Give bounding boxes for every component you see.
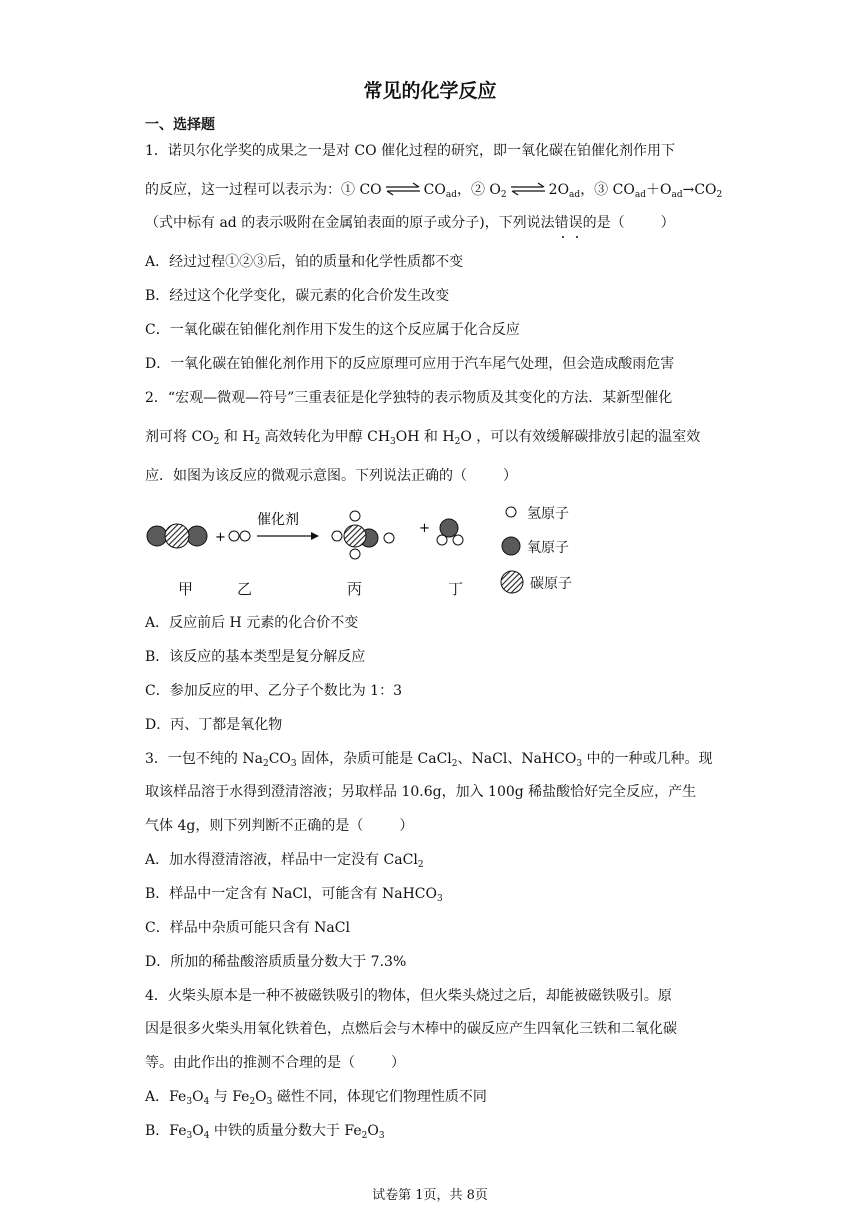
reversible-arrow-icon [509,182,547,196]
emphasis-char: 误 [568,215,583,231]
q4-option-b: B．$Fe_3O_4$ 中铁的质量分数大于 $Fe_2O_3$ [145,1123,385,1141]
legend-oxygen-label: 氧原子 [527,540,569,556]
q4-stem-line3: 等。由此作出的推测不合理的是（ ） [145,1055,405,1071]
legend-carbon-label: 碳原子 [530,576,572,592]
q1-stem-line2: 的反应，这一过程可以表示为：① CO $CO_{ad}$，② $O_2$ $2O_{ad}$，③ $CO_{ad}+O_{ad}\to CO_2$ [145,182,723,200]
q1-option-b: B．经过这个化学变化，碳元素的化合价发生改变 [145,288,450,304]
page-title: 常见的化学反应 [363,80,497,102]
label-yi: 乙 [237,580,253,598]
q2-stem-line1: 2．“宏观—微观—符号”三重表征是化学独特的表示物质及其变化的方法．某新型催化 [145,390,673,406]
label-ding: 丁 [448,580,464,598]
page-footer: 试卷第 1页，共 8页 [372,1188,488,1203]
q1-option-d: D．一氧化碳在铂催化剂作用下的反应原理可应用于汽车尾气处理，但会造成酸雨危害 [145,356,675,372]
label-bing: 丙 [347,580,363,598]
water-molecule [437,519,463,545]
q3-option-a: A．加水得澄清溶液，样品中一定没有 CaCl$_2$ [145,852,424,870]
q2-stem-line3: 应．如图为该反应的微观示意图。下列说法正确的（ ） [145,468,517,484]
q1-option-c: C．一氧化碳在铂催化剂作用下发生的这个反应属于化合反应 [145,322,520,338]
q2-option-d: D．丙、丁都是氧化物 [145,717,283,733]
reaction-diagram [145,500,585,605]
q3-option-d: D．所加的稀盐酸溶质质量分数大于 7.3% [145,954,407,970]
arrow-head-icon [311,532,319,540]
q2-option-c: C．参加反应的甲、乙分子个数比为 1：3 [145,683,402,699]
plus-sign: + [215,530,226,545]
legend-hydrogen-icon [506,507,516,517]
legend-oxygen-icon [502,537,520,555]
q1-stem-line3: （式中标有 ad 的表示吸附在金属铂表面的原子或分子)，下列说法错误的是（ ） [145,215,675,231]
q3-stem-line2: 取该样品溶于水得到澄清溶液；另取样品 10.6g，加入 100g 稀盐酸恰好完全反应，产生 [145,784,697,800]
plus-sign: + [419,521,430,536]
q3-stem-line1: 3．一包不纯的 $Na_2CO_3$ 固体，杂质可能是 CaCl$_2$、NaCl、NaHCO$_3$ 中的一种或几种。现 [145,751,713,769]
legend-hydrogen-label: 氢原子 [527,506,569,522]
section-heading: 一、选择题 [145,117,215,133]
q2-option-b: B．该反应的基本类型是复分解反应 [145,649,366,665]
q1-stem-line1: 1．诺贝尔化学奖的成果之一是对 CO 催化过程的研究，即一氧化碳在铂催化剂作用下 [145,143,675,159]
co2-molecule [147,524,207,548]
q4-stem-line1: 4．火柴头原本是一种不被磁铁吸引的物体，但火柴头烧过之后，却能被磁铁吸引。原 [145,988,672,1004]
q3-option-c: C．样品中杂质可能只含有 NaCl [145,920,350,936]
emphasis-char: 错 [554,215,569,231]
q4-stem-line2: 因是很多火柴头用氧化铁着色，点燃后会与木棒中的碳反应产生四氧化三铁和二氧化碳 [145,1021,677,1037]
q3-option-b: B．样品中一定含有 NaCl，可能含有 NaHCO$_3$ [145,886,443,904]
legend-carbon-icon [501,571,523,593]
label-jia: 甲 [178,580,194,598]
q2-stem-line2: 剂可将 $CO_2$ 和 $H_2$ 高效转化为甲醇 $CH_3OH$ 和 $H_2O$ ，可以有效缓解碳排放引起的温室效 [145,429,701,447]
methanol-molecule [332,511,394,559]
q4-option-a: A．$Fe_3O_4$ 与 $Fe_2O_3$ 磁性不同，体现它们物理性质不同 [145,1089,487,1107]
catalyst-label: 催化剂 [257,512,299,528]
reversible-arrow-icon [384,182,422,196]
q3-stem-line3: 气体 4g，则下列判断不正确的是（ ） [145,818,414,834]
q1-option-a: A．经过过程①②③后，铂的质量和化学性质都不变 [145,254,464,270]
q2-option-a: A．反应前后 H 元素的化合价不变 [145,615,359,631]
h2-molecule [229,531,250,541]
